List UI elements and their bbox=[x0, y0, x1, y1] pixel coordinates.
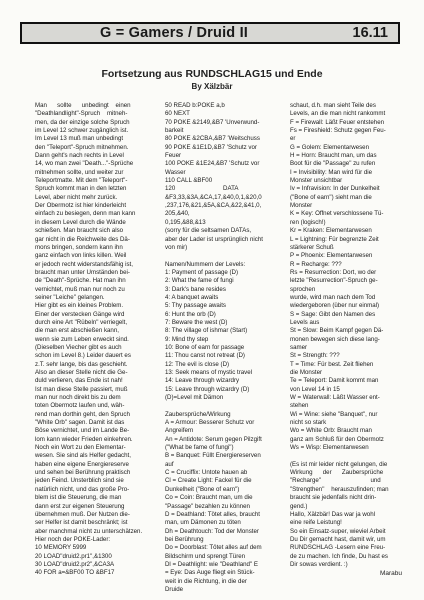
middle-column-line bbox=[165, 402, 283, 410]
left-column-line: Böse vernichtet, und im Lande Be- bbox=[35, 427, 130, 435]
middle-column-line: 1: Payment of passage (D) bbox=[165, 268, 239, 276]
middle-column-line: 100 POKE &1E24,&B7 'Schutz vor bbox=[165, 160, 260, 168]
right-column-line: St = Slow: Beim Kampf gegen Dä- bbox=[290, 327, 384, 335]
right-column-line: T = Time: Für best. Zeit fliehen bbox=[290, 360, 374, 368]
right-column-line: "Strengthen" herauszufinden; man bbox=[290, 485, 389, 493]
middle-column-line: barkeit bbox=[165, 127, 184, 135]
middle-column-line: Namen/Nummern der Levels: bbox=[165, 260, 246, 268]
middle-column-line: Cl = Create Light: Fackel für die bbox=[165, 477, 252, 485]
middle-column-line: bei Berührung bbox=[165, 535, 204, 543]
right-column-line: ("Bone of earn") sieht man die bbox=[290, 193, 372, 201]
left-column-line: toten Obermotz laufen und, wäh- bbox=[35, 402, 125, 410]
middle-column-line: 4: A banquet awaits bbox=[165, 293, 219, 301]
right-column-line: "Recharge" und bbox=[290, 477, 381, 485]
left-column-line: er jedoch recht widerstandsfähig ist, bbox=[35, 260, 133, 268]
left-column-line: duld verlieren, das Ende ist nah! bbox=[35, 377, 123, 385]
middle-column-line: Co = Coin: Braucht man, um die bbox=[165, 494, 253, 502]
right-column-line: St = Strength: ??? bbox=[290, 352, 340, 360]
right-column-line: L = Lightning: Für begrenzte Zeit bbox=[290, 235, 379, 243]
right-column-line: RUNDSCHLAG -Lesern eine Freu- bbox=[290, 544, 386, 552]
right-column-line: die Monster bbox=[290, 369, 323, 376]
right-column-line: ganz am Schluß für den Obermotz bbox=[290, 435, 384, 443]
right-column-line bbox=[290, 452, 408, 460]
right-column-line: gend.) bbox=[290, 502, 308, 510]
middle-column-line: A = Armour: Besserer Schutz vor bbox=[165, 419, 255, 427]
left-column-line: im Level 12 schwer zugänglich ist. bbox=[35, 127, 129, 135]
left-column-line: Im Level 13 muß man unbedingt bbox=[35, 135, 124, 143]
left-column-line: dann erst zur eigenen Steuerung bbox=[35, 502, 125, 510]
right-column-line: Fs = Fireshield: Schutz gegen Feu- bbox=[290, 127, 386, 135]
left-column-line: de "Death"-Sprüche. Hat man ihn bbox=[35, 277, 126, 285]
right-column-line: nicht so stark bbox=[290, 419, 327, 427]
middle-column-line: weit in die Richtung, in die der bbox=[165, 577, 247, 585]
middle-column-line: C = Cruciffix: Untote hauen ab bbox=[165, 469, 248, 477]
article-byline: By Xälzbär bbox=[191, 82, 233, 91]
text-column-left bbox=[35, 102, 157, 578]
middle-column-line: 13: Seek means of mystic travel bbox=[165, 369, 253, 376]
right-column-line: G = Golem: Elementarwesen bbox=[290, 143, 370, 151]
left-column-line: seiner "Leiche" gelangen. bbox=[35, 293, 105, 301]
left-column-line: und sehen bei Berührung praktisch bbox=[35, 469, 131, 477]
left-column-line: schon im Level 8.) Leider dauert es bbox=[35, 352, 131, 360]
middle-column-line: 90 POKE &1E1D,&B7 'Schutz vor bbox=[165, 143, 257, 151]
right-column-line: de zu machen. Ich finde, Du hast es bbox=[290, 552, 388, 560]
left-column-line: mitnehmen sollte, und weiter zur bbox=[35, 168, 124, 176]
middle-column-line: 7: Beware the west (D) bbox=[165, 318, 228, 326]
right-column-line: Levels, an die man nicht rankommt bbox=[290, 110, 386, 118]
right-column-line: Dir sowas verdient. :) bbox=[290, 560, 348, 568]
right-column-line: ren (logisch!) bbox=[290, 218, 326, 226]
left-column-line: Hier noch der POKE-Lader: bbox=[35, 535, 111, 543]
middle-column-line: auf bbox=[165, 460, 174, 468]
right-column-line: F = Firewall: Läßt Feuer entstehen bbox=[290, 118, 385, 126]
right-column-line: Hallo, Xälzbär! Das war ja wohl bbox=[290, 510, 375, 518]
middle-column-line: 110 CALL &BF00 bbox=[165, 177, 213, 185]
right-column-line: So ein Einsatz-super, wieviel Arbeit bbox=[290, 527, 386, 535]
right-column-line: Levels aus bbox=[290, 318, 320, 326]
middle-column-line: 205,&40, bbox=[165, 210, 190, 218]
middle-column-line: 70 POKE &2149,&B7 'Unverwund- bbox=[165, 118, 260, 126]
middle-column-line: (D)=Level mit Dämon bbox=[165, 394, 224, 402]
left-column-line: in diesem Level durch die Wände bbox=[35, 218, 126, 226]
left-column-line: vernichtet, muß man nur noch zu bbox=[35, 285, 125, 293]
right-column-line: W = Waterwall: Läßt Wasser ent- bbox=[290, 394, 380, 402]
middle-column-line: An = Antidote: Serum gegen Pilzgift bbox=[165, 435, 262, 443]
left-column-line: Spruch kommt man in den letzten bbox=[35, 185, 127, 193]
right-column-line: S = Sage: Gibt den Namen des bbox=[290, 310, 376, 318]
left-column-line: man nur noch direkt bis zu dem bbox=[35, 394, 121, 402]
left-column-line: Teleportmatte. Mit dem "Teleport"- bbox=[35, 177, 128, 185]
right-column-line: R = Recharge: ??? bbox=[290, 260, 342, 268]
left-column-line: mons bringen, sondern kann ihn bbox=[35, 243, 123, 251]
left-column-line: gar nicht in die Reichweite des Dä- bbox=[35, 235, 130, 243]
right-column-line: Boot für die "Passage" zu rufen bbox=[290, 160, 376, 168]
left-column-line: Der Obermotz ist hier kinderleicht bbox=[35, 202, 127, 210]
middle-column-line: 50 READ b:POKE a,b bbox=[165, 102, 225, 109]
middle-column-line: Angreifern bbox=[165, 427, 194, 435]
right-column-line: Monster unsichtbar bbox=[290, 177, 343, 185]
left-column-line: wenn sie zum Leben erweckt sind. bbox=[35, 335, 129, 343]
middle-column-line: Dh = Deathtouch: Tod der Monster bbox=[165, 527, 259, 535]
right-column-line: P = Phoenix: Elementarwesen bbox=[290, 252, 373, 260]
middle-column-line: ,237,176,&21,&5A,&CA,&22,&41,0, bbox=[165, 202, 262, 210]
middle-column-line: 2: What the fame of fungi bbox=[165, 277, 234, 285]
right-column-line: stärkerer Schuß bbox=[290, 243, 334, 251]
middle-column-line: Zaubersprüche/Wirkung bbox=[165, 410, 231, 418]
middle-column-line: 12: The evil is close (D) bbox=[165, 360, 230, 368]
author-signature: Marabu bbox=[379, 570, 402, 577]
text-column-middle bbox=[165, 102, 283, 594]
middle-column-line: Feuer bbox=[165, 152, 182, 160]
right-column-line: Rs = Resurrection: Dort, wo der bbox=[290, 268, 377, 276]
middle-column-line: 120 DATA bbox=[165, 185, 239, 193]
middle-column-line: 8: The village of ishmar (Start) bbox=[165, 327, 248, 335]
right-column-line: er bbox=[290, 135, 296, 143]
left-column-line: durch eine Art "Rübeln" verriegelt, bbox=[35, 318, 128, 326]
left-column-line: haben eine eigene Energiereserve bbox=[35, 460, 129, 468]
middle-column-line: 9: Mind thy step bbox=[165, 335, 209, 343]
middle-column-line: man, um Dämonen zu töten bbox=[165, 519, 241, 527]
right-column-line: braucht sie jedenfalls nicht drin- bbox=[290, 494, 377, 502]
right-column-line: schaut, d.h. man sieht Teile des bbox=[290, 102, 376, 109]
middle-column-line: ("What be fame of fungi") bbox=[165, 444, 234, 452]
middle-column-line: 0,195,&88,&13 bbox=[165, 218, 206, 226]
left-column-line: aber manchmal nicht zu unterschätzen. bbox=[35, 527, 143, 535]
middle-column-line: Do = Doorblast: Tötet alles auf dem bbox=[165, 544, 262, 552]
left-column-line: 14, wo man zwei "Death..."-Sprüche bbox=[35, 160, 134, 168]
right-column-line: Wo = White Orb: Braucht man bbox=[290, 427, 372, 435]
middle-column-line: 11: Thou canst not retreat (D) bbox=[165, 352, 245, 360]
right-column-line: Iv = Infravision: In der Dunkelheit bbox=[290, 185, 380, 193]
middle-column-line: D = Deathland: Tötet alles, braucht bbox=[165, 510, 260, 518]
left-column-line: einfach zu besiegen, denn man kann bbox=[35, 210, 136, 218]
middle-column-line: Dl = Deathlight: wie "Deathland" E bbox=[165, 560, 258, 568]
right-column-line: wiedergeboren (über nur einmal) bbox=[290, 302, 380, 310]
right-column-line: (Es ist mir leider nicht gelungen, die bbox=[290, 460, 388, 468]
left-column-line: lom kann wieder Frieden einkehren. bbox=[35, 435, 133, 443]
left-column-line: natürlich nicht, und das große Pro- bbox=[35, 485, 130, 493]
middle-column-line: Bildschirm und sprengt Türen bbox=[165, 552, 246, 560]
left-column-line: Hier gibt es ein kleines Problem. bbox=[35, 302, 124, 310]
left-column-line: übernehmen muß. Der Nutzen die- bbox=[35, 510, 130, 518]
text-column-right bbox=[290, 102, 408, 569]
left-column-line: jeden Feind. Unsterblich sind sie bbox=[35, 477, 124, 485]
left-column-line: blem ist die Steuerung, die man bbox=[35, 494, 122, 502]
right-column-line: von Level 14 in 15 bbox=[290, 385, 340, 393]
left-column-line: die man erst abschießen kann, bbox=[35, 327, 119, 335]
right-column-line: wurde, wird man nach dem Tod bbox=[290, 293, 376, 301]
left-column-line: Ist man diese Stelle passiert, muß bbox=[35, 385, 128, 393]
middle-column-line: von mir) bbox=[165, 243, 188, 251]
right-column-line: Kr = Kraken: Elementarwesen bbox=[290, 227, 372, 235]
page-number: 16.11 bbox=[352, 25, 388, 41]
article-title: Fortsetzung aus RUNDSCHLAG15 und Ende bbox=[101, 68, 323, 80]
middle-column-line: 14: Leave through wizardry bbox=[165, 377, 240, 385]
left-column-line: "White Orb" sagen. Damit ist das bbox=[35, 419, 125, 427]
right-column-line: Wirkung der Zaubersprüche bbox=[290, 469, 384, 477]
left-column-line: Noch ein Wort zu den Elementar- bbox=[35, 444, 126, 452]
right-column-line: Du Dir gemacht hast, damit wir, um bbox=[290, 535, 386, 543]
left-column-line: Einer der verstecken Gänge wird bbox=[35, 310, 125, 318]
right-column-line: I = Invisibility: Man wird für die bbox=[290, 168, 373, 176]
middle-column-line: 5: Thy passage awaits bbox=[165, 302, 226, 310]
left-column-line: 20 LOAD"druid2.pr1",&1300 bbox=[35, 552, 112, 560]
section-title: G = Gamers / Druid II bbox=[100, 25, 249, 41]
left-column-line: 10 MEMORY 5999 bbox=[35, 544, 87, 552]
right-column-line: letzte "Resurrection"-Spruch ge- bbox=[290, 277, 378, 285]
left-column-line: 40 FOR a=&BF00 TO &BF17 bbox=[35, 569, 115, 577]
right-column-line: Te = Teleport: Damit kommt man bbox=[290, 377, 379, 385]
middle-column-line: Dunkelheit ("Bone of earn") bbox=[165, 485, 240, 493]
right-column-line: Ws = Wisp: Elementarwesen bbox=[290, 444, 369, 452]
middle-column-line: &F3,33,&3A,&CA,17,&40,0,1,&20,0 bbox=[165, 193, 262, 201]
middle-column-line: 15: Leave through wizardry (D) bbox=[165, 385, 250, 393]
left-column-line: z.T. sehr lange, bis das geschieht. bbox=[35, 360, 128, 368]
right-column-line: K = Key: Öffnet verschlossene Tü- bbox=[290, 210, 384, 218]
right-column-line: eine reife Leistung! bbox=[290, 519, 342, 527]
left-column-line: den "Teleport"-Spruch mitnehmen. bbox=[35, 143, 129, 151]
middle-column-line: 10: Bone of earn for passage bbox=[165, 343, 245, 351]
left-column-line: "Deathlandlight"-Spruch mitneh- bbox=[35, 110, 128, 118]
middle-column-line: 60 NEXT bbox=[165, 110, 190, 118]
right-column-line: stehen bbox=[290, 402, 309, 410]
left-column-line: men, da der einzige solche Spruch bbox=[35, 118, 130, 126]
middle-column-line: 6: Hunt the orb (D) bbox=[165, 310, 216, 318]
left-column-line: rend man dorthin geht, den Spruch bbox=[35, 410, 130, 418]
section-header-bar bbox=[20, 22, 400, 44]
right-column-line: samer bbox=[290, 343, 308, 351]
left-column-line: schießen. Man braucht sich also bbox=[35, 227, 124, 235]
middle-column-line: B = Banquet: Füllt Energiereserven bbox=[165, 452, 261, 460]
middle-column-line: "Passage" bezahlen zu können bbox=[165, 502, 250, 510]
middle-column-line: 80 POKE &2CBA,&B7 'Weitschuss bbox=[165, 135, 260, 143]
left-column-line: 30 LOAD"druid2.pr2",&CA3A bbox=[35, 560, 115, 568]
middle-column-line: = Eye: Das Auge fliegt ein Stück- bbox=[165, 569, 255, 577]
left-column-line: wesen. Sie sind als Helfer gedacht, bbox=[35, 452, 131, 460]
middle-column-line: (sorry für die seltsamen DATAs, bbox=[165, 227, 252, 235]
left-column-line: ser Helfer ist damit beschränkt; ist bbox=[35, 519, 128, 527]
right-column-line: monen bewegen sich diese lang- bbox=[290, 335, 380, 343]
right-column-line: Wi = Wine: siehe "Banquet", nur bbox=[290, 410, 378, 418]
middle-column-line: Wasser bbox=[165, 168, 186, 176]
left-column-line: ganz einfach von links killen. Weil bbox=[35, 252, 127, 260]
left-column-line: Man sollte unbedingt einen bbox=[35, 102, 131, 109]
right-column-line: Monster bbox=[290, 202, 313, 210]
right-column-line: sprochen bbox=[290, 285, 316, 293]
left-column-line: Also an dieser Stelle nicht die Ge- bbox=[35, 369, 128, 376]
middle-column-line bbox=[165, 252, 283, 260]
middle-column-line: 3: Dark's bane resides bbox=[165, 285, 226, 293]
left-column-line: Level, aber nicht mehr zurück. bbox=[35, 193, 118, 201]
left-column-line: braucht man unter Umständen bei- bbox=[35, 268, 130, 276]
middle-column-line: aber der Lader ist ursprünglich nicht bbox=[165, 235, 263, 243]
middle-column-line: Druide bbox=[165, 585, 184, 593]
left-column-line: (Dieselben Viecher gibt es auch bbox=[35, 343, 122, 351]
right-column-line: H = Horn: Braucht man, um das bbox=[290, 152, 377, 160]
left-column-line: Dann geht's nach rechts in Level bbox=[35, 152, 124, 160]
